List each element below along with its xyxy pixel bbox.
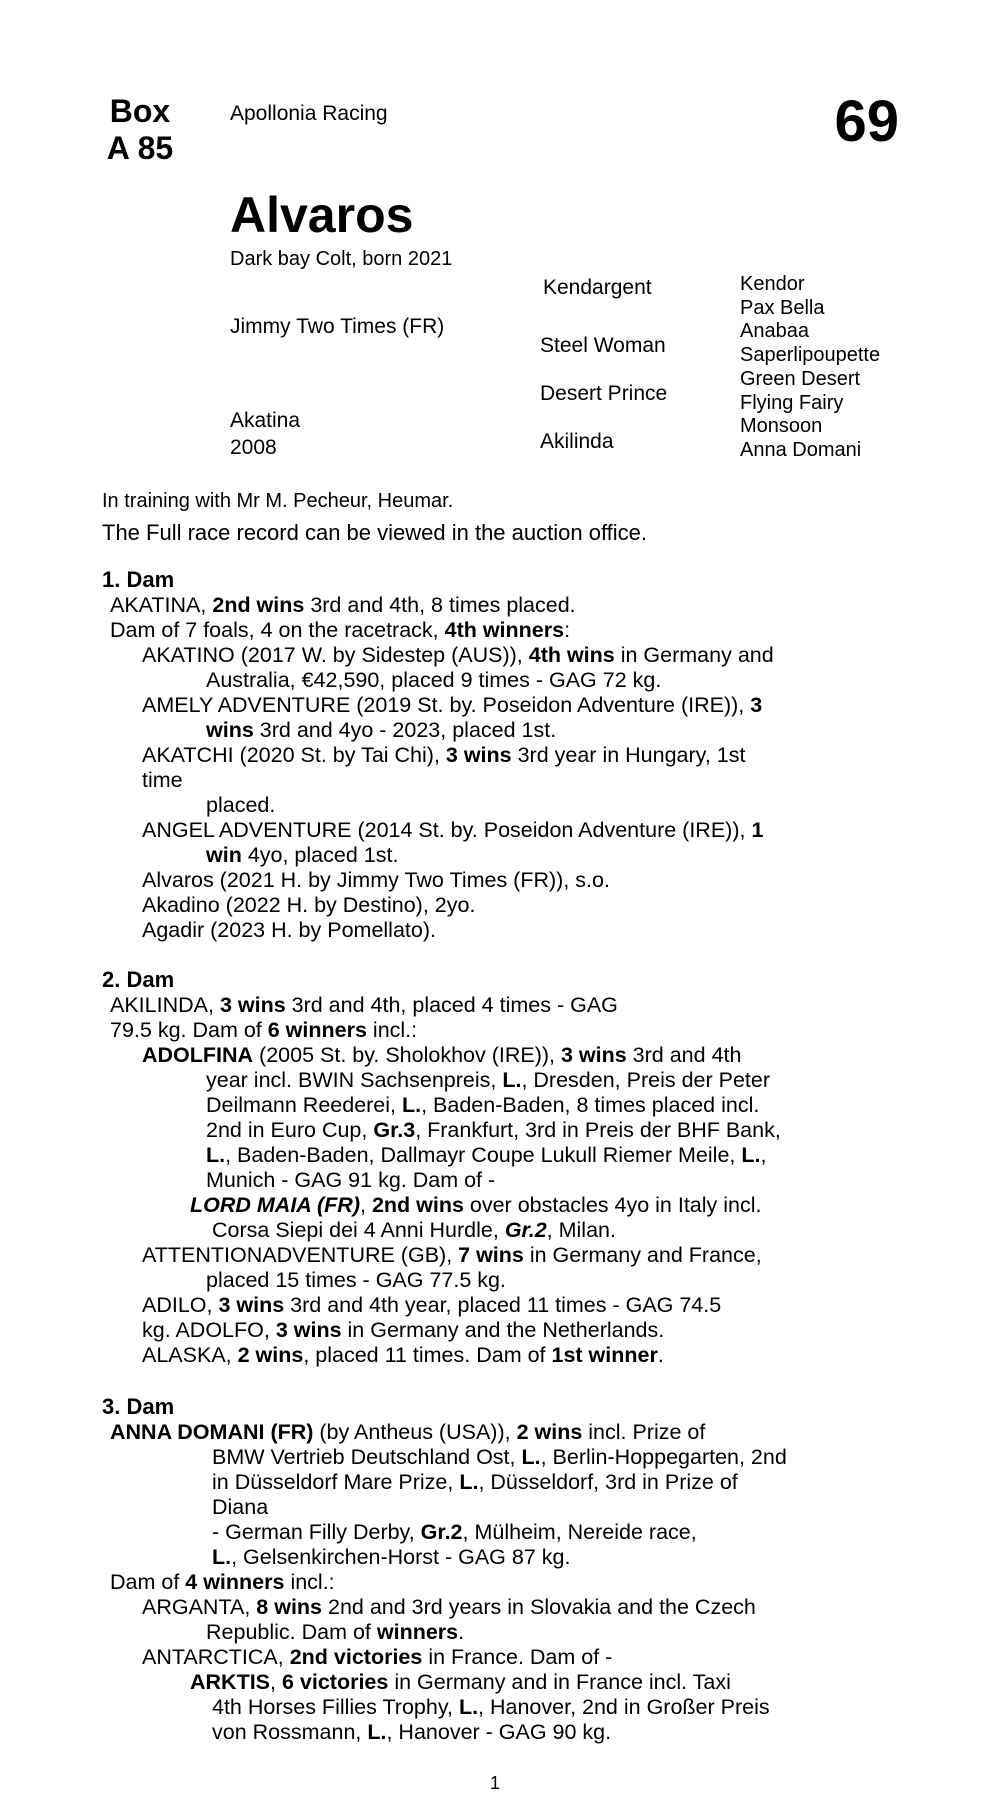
progeny-entry: AKATCHI (2020 St. by Tai Chi), 3 wins 3rd year in Hungary, 1st (142, 743, 746, 767)
progeny-entry: AMELY ADVENTURE (2019 St. by. Poseidon Adventure (IRE)), 3 (142, 693, 763, 717)
dam-foals: Dam of 7 foals, 4 on the racetrack, 4th winners: (110, 618, 571, 642)
pedigree-dam-sire: Desert Prince (540, 382, 668, 405)
pedigree-g3-item: Monsoon (740, 415, 823, 438)
pedigree-g3-item: Green Desert (740, 367, 861, 390)
pedigree-g3-item: Pax Bella (740, 296, 825, 319)
horse-name: Alvaros (230, 187, 414, 243)
dam-intro: ANNA DOMANI (FR) (by Antheus (USA)), 2 wins incl. Prize of (110, 1420, 706, 1444)
progeny-entry: Agadir (2023 H. by Pomellato). (142, 918, 436, 942)
progeny-entry-cont: time (142, 768, 183, 792)
dam-intro: AKATINA, 2nd wins 3rd and 4th, 8 times placed. (110, 593, 576, 617)
pedigree-dam-dam: Akilinda (540, 430, 614, 453)
grand-progeny-entry-cont: 4th Horses Fillies Trophy, L., Hanover, 2nd in Großer Preis (212, 1695, 770, 1719)
progeny-entry-cont: 2nd in Euro Cup, Gr.3, Frankfurt, 3rd in Preis der BHF Bank, (206, 1118, 781, 1142)
grand-progeny-entry-cont: Corsa Siepi dei 4 Anni Hurdle, Gr.2, Milan. (212, 1218, 616, 1242)
page-number: 1 (490, 1773, 501, 1793)
dam-intro-cont: in Düsseldorf Mare Prize, L., Düsseldorf, 3rd in Prize of (212, 1470, 738, 1494)
dam-intro: AKILINDA, 3 wins 3rd and 4th, placed 4 times - GAG (110, 993, 618, 1017)
progeny-entry-cont: L., Baden-Baden, Dallmayr Coupe Lukull Riemer Meile, L., (206, 1143, 767, 1167)
progeny-entry-cont: Republic. Dam of winners. (206, 1620, 465, 1644)
grand-progeny-entry: LORD MAIA (FR), 2nd wins over obstacles 4yo in Italy incl. (190, 1193, 762, 1217)
dam-intro-cont: BMW Vertrieb Deutschland Ost, L., Berlin-Hoppegarten, 2nd (212, 1445, 787, 1469)
progeny-entry: AKATINO (2017 W. by Sidestep (AUS)), 4th wins in Germany and (142, 643, 774, 667)
progeny-entry: ARGANTA, 8 wins 2nd and 3rd years in Slovakia and the Czech (142, 1595, 756, 1619)
pedigree-sire-sire: Kendargent (543, 276, 652, 299)
training-note: In training with Mr M. Pecheur, Heumar. (102, 490, 454, 512)
progeny-entry: ANGEL ADVENTURE (2014 St. by. Poseidon Adventure (IRE)), 1 (142, 818, 764, 842)
pedigree-sire: Jimmy Two Times (FR) (230, 315, 445, 338)
grand-progeny-entry: ARKTIS, 6 victories in Germany and in France incl. Taxi (190, 1670, 731, 1694)
progeny-entry: ANTARCTICA, 2nd victories in France. Dam of - (142, 1645, 613, 1669)
progeny-entry: Alvaros (2021 H. by Jimmy Two Times (FR)), s.o. (142, 868, 610, 892)
grand-progeny-entry-cont: von Rossmann, L., Hanover - GAG 90 kg. (212, 1720, 612, 1744)
progeny-entry-cont: win 4yo, placed 1st. (206, 843, 399, 867)
pedigree-g3-item: Kendor (740, 273, 805, 295)
pedigree-dam: Akatina (230, 409, 301, 432)
progeny-entry-cont: Munich - GAG 91 kg. Dam of - (206, 1168, 496, 1192)
progeny-entry-cont: wins 3rd and 4yo - 2023, placed 1st. (206, 718, 557, 742)
dam-foals: Dam of 4 winners incl.: (110, 1570, 335, 1594)
box-line-1: Box (109, 93, 171, 129)
pedigree-dam-year: 2008 (230, 436, 277, 459)
horse-description: Dark bay Colt, born 2021 (230, 248, 453, 270)
section-heading: 3. Dam (102, 1394, 175, 1419)
progeny-entry: ALASKA, 2 wins, placed 11 times. Dam of 1st winner. (142, 1343, 664, 1367)
progeny-entry: ATTENTIONADVENTURE (GB), 7 wins in Germany and France, (142, 1243, 762, 1267)
race-record-note: The Full race record can be viewed in the auction office. (102, 520, 648, 545)
vendor-name: Apollonia Racing (230, 102, 388, 125)
first-dam-section (102, 567, 902, 943)
box-line-2: A 85 (106, 130, 174, 166)
third-dam-section (102, 1394, 902, 1745)
dam-intro-cont: 79.5 kg. Dam of 6 winners incl.: (110, 1018, 418, 1042)
dam-intro-cont: - German Filly Derby, Gr.2, Mülheim, Nereide race, (212, 1520, 697, 1544)
pedigree-g3-item: Flying Fairy (740, 391, 844, 414)
progeny-entry-cont: Deilmann Reederei, L., Baden-Baden, 8 times placed incl. (206, 1093, 760, 1117)
progeny-entry-cont: year incl. BWIN Sachsenpreis, L., Dresden, Preis der Peter (206, 1068, 771, 1092)
pedigree-g3-item: Anabaa (740, 320, 809, 343)
progeny-entry-cont: Australia, €42,590, placed 9 times - GAG 72 kg. (206, 668, 662, 692)
section-heading: 1. Dam (102, 567, 175, 592)
progeny-entry-cont: placed 15 times - GAG 77.5 kg. (206, 1268, 506, 1292)
lot-number: 69 (834, 89, 899, 154)
progeny-entry: ADILO, 3 wins 3rd and 4th year, placed 11 times - GAG 74.5 (142, 1293, 722, 1317)
dam-intro-cont: L., Gelsenkirchen-Horst - GAG 87 kg. (212, 1545, 571, 1569)
pedigree-g3-item: Anna Domani (740, 438, 862, 461)
second-dam-section (102, 967, 902, 1368)
progeny-entry: Akadino (2022 H. by Destino), 2yo. (142, 893, 476, 917)
progeny-entry-cont: kg. ADOLFO, 3 wins in Germany and the Netherlands. (142, 1318, 665, 1342)
pedigree-g3-item: Saperlipoupette (740, 344, 881, 367)
pedigree-third-generation (740, 273, 880, 463)
progeny-entry: ADOLFINA (2005 St. by. Sholokhov (IRE)), 3 wins 3rd and 4th (142, 1043, 742, 1067)
dam-intro-cont: Diana (212, 1495, 269, 1519)
box-label (96, 93, 184, 167)
progeny-entry-cont: placed. (206, 793, 276, 817)
section-heading: 2. Dam (102, 967, 175, 992)
pedigree-sire-dam: Steel Woman (540, 334, 666, 357)
